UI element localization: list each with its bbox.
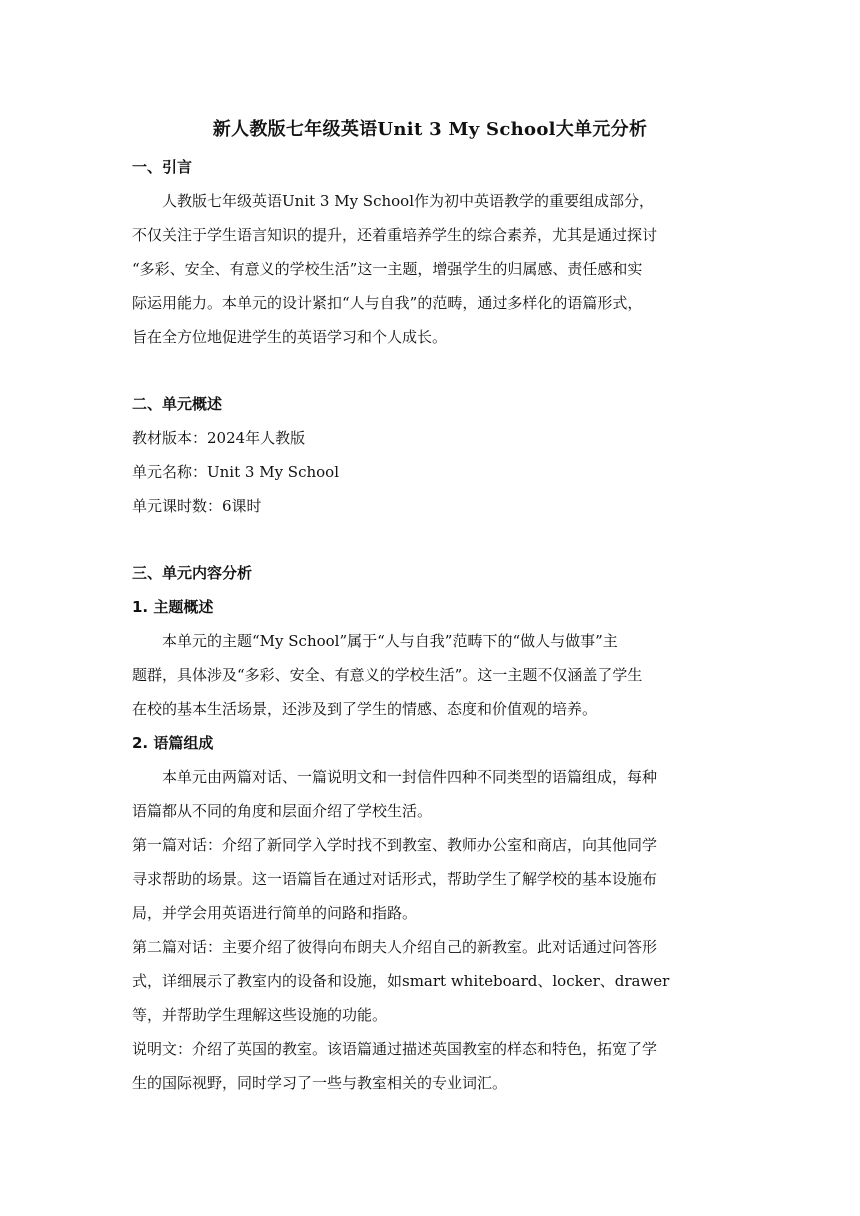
intro-line-2: 不仅关注于学生语言知识的提升，还着重培养学生的综合素养，尤其是通过探讨 [132,226,658,244]
section-heading-overview: 二、单元概述 [132,395,223,413]
topic-line-2: 题群，具体涉及“多彩、安全、有意义的学校生活”。这一主题不仅涵盖了学生 [132,666,643,684]
overview-edition: 教材版本：2024年人教版 [132,429,306,447]
dialogue2-line-1: 第二篇对话：主要介绍了彼得向布朗夫人介绍自己的新教室。此对话通过问答形 [132,938,658,956]
section-heading-analysis: 三、单元内容分析 [132,564,253,582]
intro-line-5: 旨在全方位地促进学生的英语学习和个人成长。 [132,328,448,346]
subheading-topic: 1. 主题概述 [132,598,214,616]
topic-line-1: 本单元的主题“My School”属于“人与自我”范畴下的“做人与做事”主 [162,632,618,650]
intro-line-3: “多彩、安全、有意义的学校生活”这一主题，增强学生的归属感、责任感和实 [132,260,643,278]
overview-unit-name: 单元名称：Unit 3 My School [132,463,340,481]
section-heading-intro: 一、引言 [132,158,193,176]
intro-line-4: 际运用能力。本单元的设计紧扣“人与自我”的范畴，通过多样化的语篇形式， [132,294,643,312]
subheading-texts: 2. 语篇组成 [132,734,214,752]
topic-line-3: 在校的基本生活场景，还涉及到了学生的情感、态度和价值观的培养。 [132,700,598,718]
dialogue2-line-3: 等，并帮助学生理解这些设施的功能。 [132,1006,388,1024]
dialogue1-line-2: 寻求帮助的场景。这一语篇旨在通过对话形式，帮助学生了解学校的基本设施布 [132,870,658,888]
texts-intro-line-2: 语篇都从不同的角度和层面介绍了学校生活。 [132,802,433,820]
intro-line-1: 人教版七年级英语Unit 3 My School作为初中英语教学的重要组成部分， [162,192,655,210]
dialogue1-line-3: 局，并学会用英语进行简单的问路和指路。 [132,904,418,922]
overview-hours: 单元课时数：6课时 [132,497,262,515]
dialogue2-line-2: 式，详细展示了教室内的设备和设施，如smart whiteboard、locker、drawer [132,972,670,990]
expository-line-2: 生的国际视野，同时学习了一些与教室相关的专业词汇。 [132,1074,508,1092]
expository-line-1: 说明文：介绍了英国的教室。该语篇通过描述英国教室的样态和特色，拓宽了学 [132,1040,658,1058]
texts-intro-line-1: 本单元由两篇对话、一篇说明文和一封信件四种不同类型的语篇组成，每种 [162,768,658,786]
document-title: 新人教版七年级英语Unit 3 My School大单元分析 [212,119,648,140]
dialogue1-line-1: 第一篇对话：介绍了新同学入学时找不到教室、教师办公室和商店，向其他同学 [132,836,658,854]
